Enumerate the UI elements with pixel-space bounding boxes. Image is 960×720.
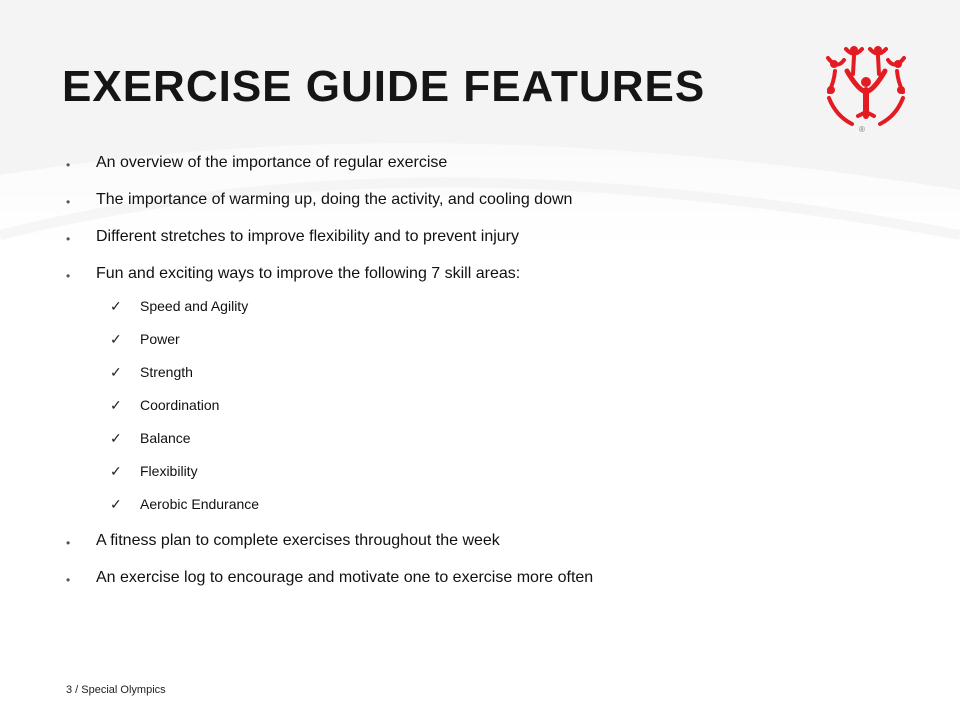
svg-text:®: ® [859, 125, 865, 134]
skill-area-item [66, 330, 926, 348]
bullet-item [66, 530, 926, 552]
checkmark-icon: ✓ [110, 331, 122, 347]
bullet-text: The importance of warming up, doing the activity, and cooling down [96, 191, 573, 208]
checkmark-icon: ✓ [110, 463, 122, 479]
bullet-dot-icon: • [66, 195, 71, 209]
bullet-text: A fitness plan to complete exercises throughout the week [96, 532, 500, 549]
bullet-text: An exercise log to encourage and motivate one to exercise more often [96, 569, 594, 586]
closing-bullet-list [66, 530, 926, 589]
slide-footer: 3 / Special Olympics [66, 684, 166, 696]
bullet-dot-icon: • [66, 158, 71, 172]
bullet-item [66, 263, 926, 285]
bullet-dot-icon: • [66, 573, 71, 587]
feature-bullet-list [66, 152, 926, 285]
skill-area-text: Power [140, 331, 180, 347]
slide-title: EXERCISE GUIDE FEATURES [62, 62, 706, 111]
skill-area-text: Flexibility [140, 463, 198, 479]
checkmark-icon: ✓ [110, 298, 122, 314]
skill-area-item [66, 297, 926, 315]
skill-area-text: Coordination [140, 397, 220, 413]
bullet-text: Fun and exciting ways to improve the following 7 skill areas: [96, 265, 521, 282]
feature-content [66, 152, 926, 604]
skill-area-list [66, 297, 926, 513]
checkmark-icon: ✓ [110, 496, 122, 512]
skill-area-item [66, 396, 926, 414]
bullet-dot-icon: • [66, 269, 71, 283]
bullet-text: An overview of the importance of regular exercise [96, 154, 448, 171]
skill-area-item [66, 429, 926, 447]
skill-area-text: Balance [140, 430, 191, 446]
bullet-item [66, 189, 926, 211]
skill-area-text: Speed and Agility [140, 298, 249, 314]
special-olympics-logo-icon [816, 40, 916, 136]
checkmark-icon: ✓ [110, 430, 122, 446]
skill-area-list-container [66, 297, 926, 513]
bullet-item [66, 226, 926, 248]
skill-area-text: Aerobic Endurance [140, 496, 260, 512]
skill-area-text: Strength [140, 364, 193, 380]
checkmark-icon: ✓ [110, 397, 122, 413]
bullet-item [66, 567, 926, 589]
checkmark-icon: ✓ [110, 364, 122, 380]
bullet-text: Different stretches to improve flexibility and to prevent injury [96, 228, 520, 245]
skill-area-item [66, 495, 926, 513]
bullet-dot-icon: • [66, 232, 71, 246]
bullet-dot-icon: • [66, 536, 71, 550]
skill-area-item [66, 363, 926, 381]
skill-area-item [66, 462, 926, 480]
bullet-item [66, 152, 926, 174]
